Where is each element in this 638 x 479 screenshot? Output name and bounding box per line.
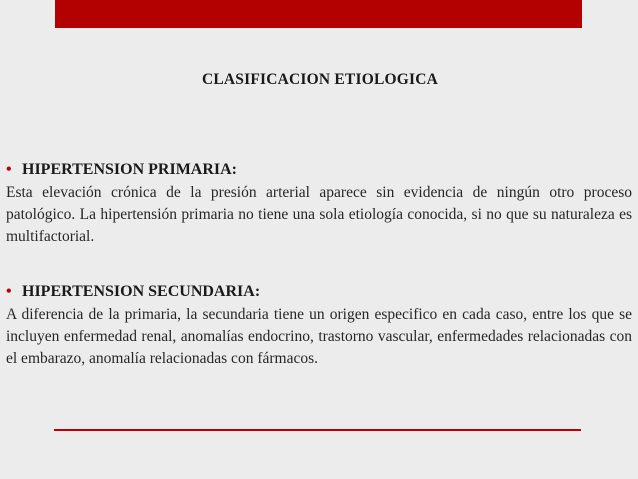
section-primary-hypertension — [6, 160, 632, 248]
slide-title: CLASIFICACION ETIOLOGICA — [201, 71, 439, 88]
bottom-divider-line — [54, 429, 581, 431]
section-body: A diferencia de la primaria, la secundaria tiene un origen especifico en cada caso, entre los que se incluyen enfermedad renal, anomalías endocrino, trastorno vascular, enfermedades relacionadas con el embarazo, anomalía relacionadas con fármacos. — [6, 306, 632, 367]
bullet-icon: • — [6, 161, 12, 178]
section-body: Esta elevación crónica de la presión arterial aparece sin evidencia de ningún otro proceso patológico. La hipertensión primaria no tiene una sola etiología conocida, si no que su naturaleza es multifactorial. — [6, 184, 632, 245]
section-heading — [6, 282, 632, 302]
section-heading — [6, 160, 632, 180]
top-accent-bar — [55, 0, 582, 28]
bullet-icon: • — [6, 283, 12, 300]
section-heading-text: HIPERTENSION SECUNDARIA: — [22, 283, 261, 300]
section-secondary-hypertension — [6, 282, 632, 370]
section-heading-text: HIPERTENSION PRIMARIA: — [22, 161, 238, 178]
